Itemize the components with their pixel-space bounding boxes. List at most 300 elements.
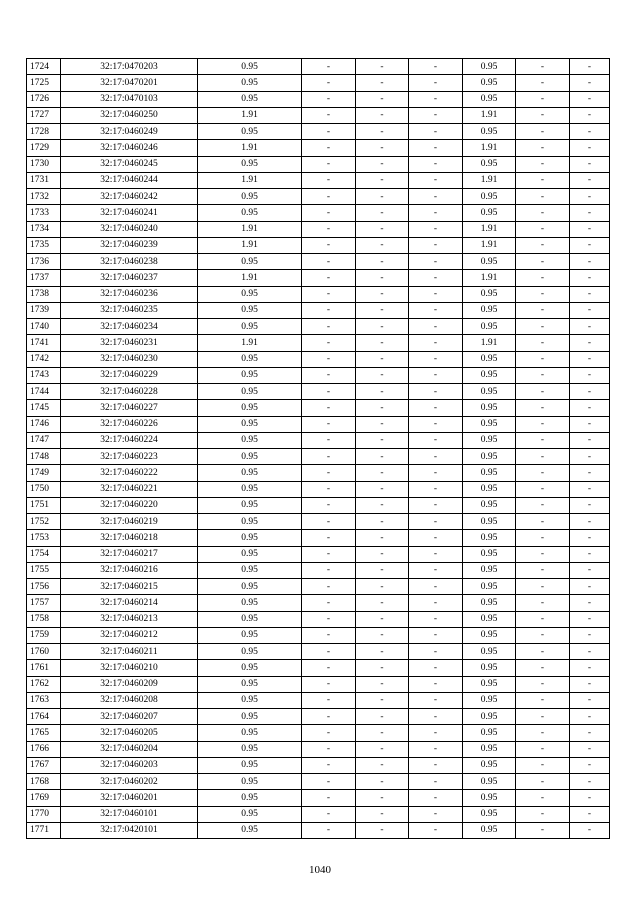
table-cell: - [356,400,409,416]
table-cell: - [516,644,570,660]
table-cell: 0.95 [463,400,516,416]
table-cell: - [516,611,570,627]
table-cell: - [356,611,409,627]
table-cell: - [570,221,610,237]
table-cell: - [409,595,463,611]
table-cell: - [302,107,356,123]
table-cell: - [302,59,356,75]
table-cell: - [409,335,463,351]
table-cell: 1771 [27,822,61,838]
table-cell: 32:17:0460217 [61,546,198,562]
table-cell: 1.91 [198,172,302,188]
table-cell: - [409,757,463,773]
table-cell: - [409,59,463,75]
table-cell: - [409,384,463,400]
table-cell: - [570,432,610,448]
table-cell: - [516,286,570,302]
table-cell: 1.91 [198,221,302,237]
table-cell: - [570,449,610,465]
table-cell: 0.95 [198,806,302,822]
table-cell: 0.95 [463,156,516,172]
table-cell: 0.95 [198,822,302,838]
table-cell: 1740 [27,319,61,335]
table-cell: 0.95 [198,790,302,806]
table-cell: 1730 [27,156,61,172]
table-cell: - [516,351,570,367]
table-cell: 32:17:0460240 [61,221,198,237]
table-cell: 0.95 [198,611,302,627]
table-cell: - [409,741,463,757]
table-cell: 1725 [27,75,61,91]
table-cell: 32:17:0460205 [61,725,198,741]
table-cell: 32:17:0460218 [61,530,198,546]
table-cell: - [570,741,610,757]
table-cell: 0.95 [198,449,302,465]
table-cell: - [570,59,610,75]
table-cell: - [516,806,570,822]
table-cell: - [302,254,356,270]
table-cell: - [302,351,356,367]
table-row [27,400,610,416]
table-cell: - [409,367,463,383]
table-cell: 0.95 [198,774,302,790]
table-cell: - [302,725,356,741]
table-cell: 1752 [27,514,61,530]
table-cell: - [570,156,610,172]
table-cell: 0.95 [463,384,516,400]
table-cell: 0.95 [198,156,302,172]
table-cell: - [516,384,570,400]
table-cell: 1762 [27,676,61,692]
table-cell: - [409,140,463,156]
table-cell: - [570,822,610,838]
table-cell: - [570,351,610,367]
table-cell: - [516,172,570,188]
table-cell: - [356,562,409,578]
table-cell: - [409,270,463,286]
table-cell: - [302,432,356,448]
table-cell: - [409,302,463,318]
table-cell: - [570,124,610,140]
table-cell: - [409,221,463,237]
table-cell: 0.95 [198,432,302,448]
table-cell: - [570,384,610,400]
table-cell: - [302,644,356,660]
table-row [27,221,610,237]
table-cell: - [516,319,570,335]
table-cell: - [409,627,463,643]
table-cell: 0.95 [463,449,516,465]
table-cell: 32:17:0460230 [61,351,198,367]
table-cell: 0.95 [463,790,516,806]
table-cell: - [356,627,409,643]
table-cell: - [302,611,356,627]
table-cell: 1748 [27,449,61,465]
table-row [27,107,610,123]
table-row [27,286,610,302]
table-cell: 0.95 [198,189,302,205]
table-cell: - [516,692,570,708]
table-cell: - [356,319,409,335]
table-cell: - [409,692,463,708]
table-cell: - [302,676,356,692]
table-cell: - [570,530,610,546]
table-cell: - [516,595,570,611]
table-row [27,384,610,400]
table-cell: - [302,91,356,107]
table-cell: - [516,254,570,270]
table-cell: - [356,286,409,302]
table-cell: - [356,449,409,465]
table-cell: - [302,172,356,188]
table-cell: - [302,822,356,838]
table-cell: 0.95 [198,579,302,595]
table-cell: - [570,286,610,302]
table-row [27,254,610,270]
table-cell: - [356,351,409,367]
table-row [27,140,610,156]
table-cell: - [409,75,463,91]
table-cell: - [356,546,409,562]
table-cell: 1.91 [198,107,302,123]
table-cell: 32:17:0460210 [61,660,198,676]
table-cell: 32:17:0460214 [61,595,198,611]
table-cell: 1733 [27,205,61,221]
table-cell: - [409,449,463,465]
table-cell: 0.95 [463,692,516,708]
table-cell: - [409,124,463,140]
table-cell: 1747 [27,432,61,448]
table-cell: - [516,335,570,351]
table-cell: 0.95 [463,367,516,383]
table-cell: - [302,530,356,546]
table-cell: - [570,367,610,383]
table-cell: 32:17:0460237 [61,270,198,286]
table-cell: 1.91 [463,172,516,188]
table-cell: - [516,189,570,205]
table-cell: - [516,546,570,562]
table-cell: 1.91 [198,335,302,351]
table-cell: - [570,546,610,562]
table-cell: - [302,595,356,611]
table-cell: - [356,530,409,546]
table-cell: 1737 [27,270,61,286]
table-cell: 1763 [27,692,61,708]
table-row [27,416,610,432]
table-cell: - [409,579,463,595]
table-cell: - [516,140,570,156]
table-cell: 0.95 [463,546,516,562]
table-cell: - [570,562,610,578]
table-cell: 32:17:0470103 [61,91,198,107]
table-cell: - [516,416,570,432]
table-cell: 32:17:0460208 [61,692,198,708]
table-cell: - [356,172,409,188]
table-cell: - [302,514,356,530]
table-cell: - [302,221,356,237]
table-cell: 0.95 [198,59,302,75]
table-cell: - [356,302,409,318]
table-cell: - [302,774,356,790]
table-cell: 0.95 [463,416,516,432]
table-cell: 0.95 [198,367,302,383]
table-row [27,270,610,286]
table-cell: 1761 [27,660,61,676]
table-cell: 1729 [27,140,61,156]
table-cell: - [409,546,463,562]
table-cell: 1765 [27,725,61,741]
table-cell: - [570,806,610,822]
table-cell: - [570,302,610,318]
table-cell: - [409,351,463,367]
table-cell: - [409,611,463,627]
table-cell: - [356,692,409,708]
table-cell: 0.95 [463,822,516,838]
table-cell: - [516,497,570,513]
table-cell: - [356,384,409,400]
table-cell: - [356,579,409,595]
table-cell: 1770 [27,806,61,822]
table-cell: 0.95 [463,59,516,75]
table-cell: - [570,790,610,806]
table-row [27,367,610,383]
table-cell: 32:17:0460238 [61,254,198,270]
table-cell: 32:17:0460235 [61,302,198,318]
table-cell: - [302,481,356,497]
table-cell: 0.95 [198,741,302,757]
table-cell: 0.95 [198,302,302,318]
table-cell: - [302,319,356,335]
table-cell: - [302,367,356,383]
table-row [27,205,610,221]
table-cell: - [302,449,356,465]
table-cell: 0.95 [463,514,516,530]
table-cell: 1767 [27,757,61,773]
table-cell: - [302,741,356,757]
table-cell: - [570,189,610,205]
table-cell: - [356,660,409,676]
table-cell: - [570,644,610,660]
table-cell: - [302,156,356,172]
table-cell: - [516,627,570,643]
table-cell: - [302,806,356,822]
table-cell: - [570,709,610,725]
table-cell: - [356,237,409,253]
table-cell: - [409,432,463,448]
table-cell: - [516,465,570,481]
table-cell: - [570,237,610,253]
table-cell: - [409,237,463,253]
table-cell: - [516,400,570,416]
table-cell: - [516,156,570,172]
table-row [27,481,610,497]
table-cell: 0.95 [463,774,516,790]
table-cell: - [516,741,570,757]
table-cell: 1.91 [463,140,516,156]
table-cell: 0.95 [198,660,302,676]
table-cell: 32:17:0460203 [61,757,198,773]
table-cell: - [409,481,463,497]
table-cell: 1741 [27,335,61,351]
table-cell: - [570,91,610,107]
table-cell: 1769 [27,790,61,806]
table-cell: - [302,579,356,595]
table-cell: 0.95 [463,481,516,497]
table-cell: 1753 [27,530,61,546]
data-table [26,58,610,839]
table-cell: - [516,107,570,123]
table-cell: 0.95 [463,124,516,140]
table-cell: - [356,156,409,172]
table-cell: 0.95 [198,75,302,91]
table-cell: - [516,676,570,692]
table-cell: - [302,384,356,400]
table-cell: - [356,205,409,221]
table-row [27,709,610,725]
table-row [27,741,610,757]
table-cell: - [516,774,570,790]
table-row [27,335,610,351]
table-cell: 0.95 [463,319,516,335]
table-cell: - [356,270,409,286]
table-cell: - [302,546,356,562]
table-cell: 0.95 [463,530,516,546]
table-cell: 32:17:0460231 [61,335,198,351]
table-body [27,59,610,839]
table-cell: 0.95 [463,627,516,643]
table-cell: 1756 [27,579,61,595]
table-cell: - [302,189,356,205]
table-cell: - [409,107,463,123]
table-cell: 0.95 [463,497,516,513]
table-cell: 0.95 [198,546,302,562]
table-cell: - [409,514,463,530]
table-cell: 32:17:0460213 [61,611,198,627]
table-cell: 32:17:0460219 [61,514,198,530]
table-cell: 0.95 [198,514,302,530]
table-cell: - [302,140,356,156]
table-cell: - [570,692,610,708]
table-cell: - [409,497,463,513]
table-cell: - [570,335,610,351]
table-cell: 1727 [27,107,61,123]
table-cell: - [516,75,570,91]
table-cell: 1.91 [198,237,302,253]
table-row [27,302,610,318]
table-cell: 1744 [27,384,61,400]
table-cell: 0.95 [198,400,302,416]
table-cell: 32:17:0460226 [61,416,198,432]
table-cell: 0.95 [463,91,516,107]
table-cell: - [302,237,356,253]
table-cell: 1750 [27,481,61,497]
table-cell: - [302,465,356,481]
table-row [27,822,610,838]
table-cell: - [356,254,409,270]
table-cell: 0.95 [198,384,302,400]
table-cell: - [356,497,409,513]
table-cell: - [570,172,610,188]
table-cell: - [302,302,356,318]
table-cell: 1.91 [463,221,516,237]
table-cell: - [302,205,356,221]
table-cell: 32:17:0460224 [61,432,198,448]
table-cell: 32:17:0460202 [61,774,198,790]
table-cell: - [570,595,610,611]
table-cell: - [356,757,409,773]
table-cell: - [409,189,463,205]
table-cell: 0.95 [198,286,302,302]
table-cell: 0.95 [463,254,516,270]
table-row [27,562,610,578]
table-cell: 0.95 [198,757,302,773]
table-cell: 32:17:0460207 [61,709,198,725]
table-cell: 1.91 [198,270,302,286]
table-cell: 32:17:0460239 [61,237,198,253]
table-cell: - [409,676,463,692]
table-row [27,757,610,773]
table-cell: 32:17:0460201 [61,790,198,806]
table-cell: 0.95 [463,286,516,302]
table-cell: 32:17:0460222 [61,465,198,481]
table-cell: 1.91 [463,237,516,253]
table-cell: - [409,530,463,546]
table-cell: - [409,709,463,725]
table-row [27,91,610,107]
table-cell: - [570,465,610,481]
table-cell: 1.91 [463,335,516,351]
table-cell: - [356,790,409,806]
table-cell: - [409,660,463,676]
table-cell: - [570,497,610,513]
table-cell: - [356,91,409,107]
table-cell: 0.95 [463,595,516,611]
table-cell: 32:17:0460101 [61,806,198,822]
table-cell: - [570,205,610,221]
table-cell: - [570,107,610,123]
table-cell: - [570,627,610,643]
table-cell: 1751 [27,497,61,513]
table-cell: - [516,709,570,725]
table-cell: 0.95 [463,351,516,367]
table-cell: 1736 [27,254,61,270]
table-row [27,546,610,562]
table-cell: - [302,562,356,578]
table-cell: 0.95 [198,205,302,221]
table-cell: - [570,611,610,627]
table-cell: 32:17:0420101 [61,822,198,838]
table-cell: 1735 [27,237,61,253]
table-row [27,790,610,806]
table-cell: - [302,660,356,676]
table-cell: - [302,75,356,91]
table-cell: 0.95 [463,725,516,741]
table-cell: - [570,140,610,156]
table-cell: - [516,660,570,676]
table-cell: 32:17:0470203 [61,59,198,75]
table-cell: - [516,367,570,383]
table-cell: - [356,465,409,481]
table-cell: 32:17:0460241 [61,205,198,221]
table-cell: 1745 [27,400,61,416]
table-cell: 32:17:0470201 [61,75,198,91]
table-cell: - [356,59,409,75]
table-cell: 0.95 [463,205,516,221]
table-row [27,75,610,91]
table-cell: 32:17:0460242 [61,189,198,205]
table-cell: 1764 [27,709,61,725]
table-cell: 0.95 [198,562,302,578]
